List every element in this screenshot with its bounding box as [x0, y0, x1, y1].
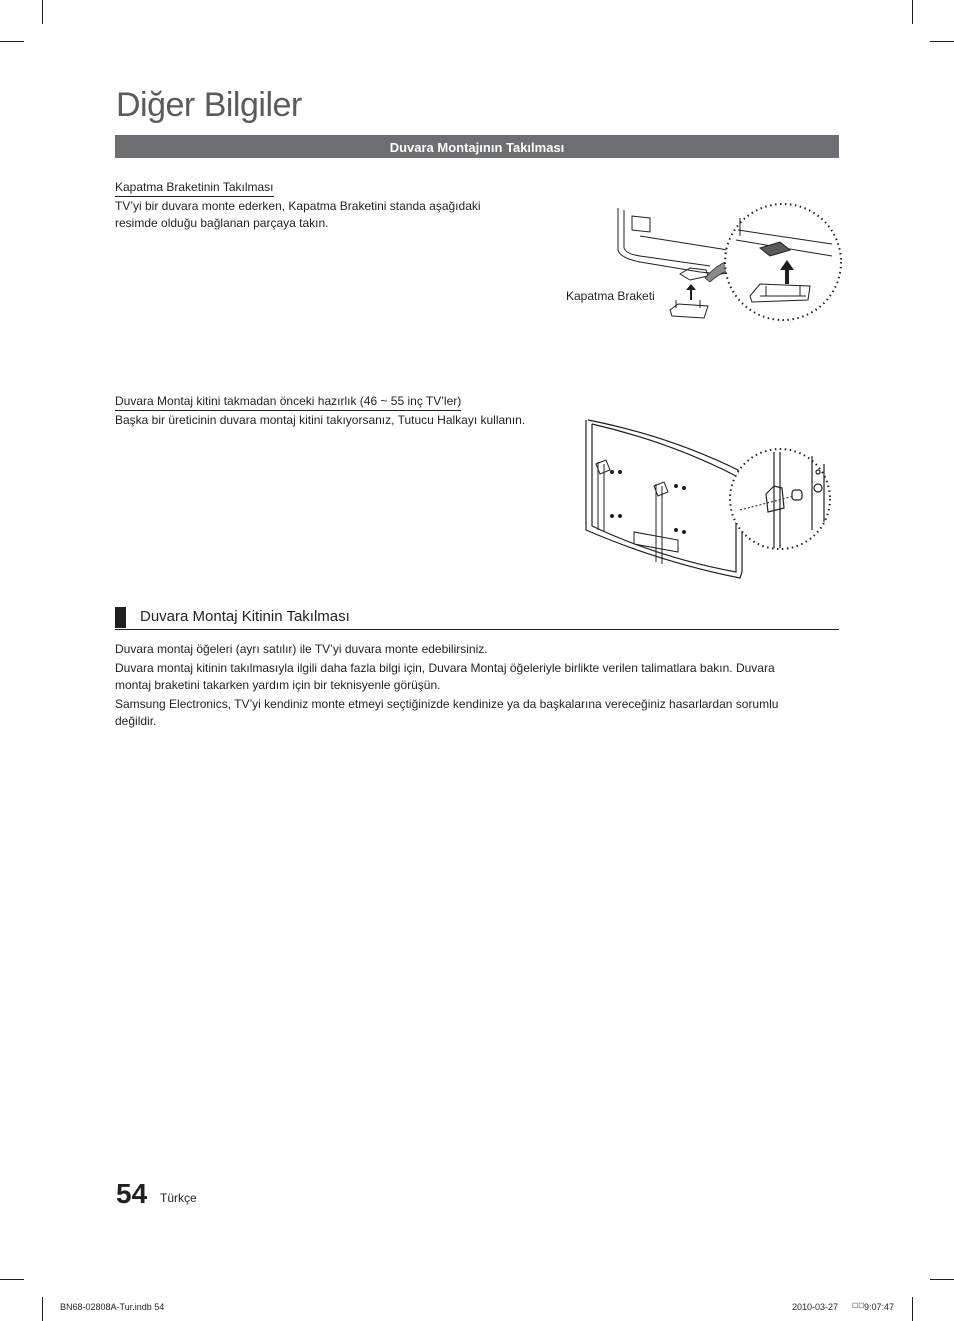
cover-bracket-illustration	[610, 200, 842, 330]
wall-mount-kit-heading	[115, 607, 839, 630]
cover-bracket-text	[115, 198, 481, 232]
paragraph-line: Duvara montaj kitinin takılmasıyla ilgili daha fazla bilgi için, Duvara Montaj öğeleriyle birlikte verilen talimatlara bakın. Duvara	[115, 661, 775, 675]
file-info: BN68-02808A-Tur.indb 54	[60, 1302, 165, 1312]
print-time: 9:07:47	[864, 1302, 895, 1312]
cover-bracket-text-line: TV’yi bir duvara monte ederken, Kapatma Braketini standa aşağıdaki	[115, 199, 481, 213]
crop-mark	[912, 1297, 913, 1321]
paragraph: Duvara montaj öğeleri (ayrı satılır) ile TV’yi duvara monte edebilirsiniz.	[115, 642, 488, 656]
crop-mark	[912, 0, 913, 24]
time-marker: ☐☐	[852, 1303, 865, 1310]
crop-mark	[0, 41, 24, 42]
language-label: Türkçe	[160, 1191, 197, 1205]
preparation-section	[115, 392, 461, 410]
crop-mark	[42, 1297, 43, 1321]
section-title-bar: Duvara Montajının Takılması	[115, 135, 839, 158]
holder-ring-illustration	[580, 412, 842, 580]
page-title: Diğer Bilgiler	[116, 86, 302, 124]
paragraph-line: montaj braketini takarken yardım için bir teknisyenle görüşün.	[115, 678, 441, 692]
paragraph-line: değildir.	[115, 714, 157, 728]
page-number: 54	[116, 1178, 148, 1209]
preparation-heading: Duvara Montaj kitini takmadan önceki hazırlık (46 ~ 55 inç TV’ler)	[115, 394, 461, 411]
preparation-text: Başka bir üreticinin duvara montaj kitini takıyorsanız, Tutucu Halkayı kullanın.	[115, 413, 526, 427]
cover-bracket-label: Kapatma Braketi	[566, 289, 655, 303]
wall-mount-kit-body	[115, 641, 839, 730]
cover-bracket-heading: Kapatma Braketinin Takılması	[115, 180, 274, 197]
crop-mark	[930, 1279, 954, 1280]
paragraph-line: Samsung Electronics, TV’yi kendiniz monte etmeyi seçtiğinizde kendinize ya da başkalarına vereceğiniz hasarlardan sorumlu	[115, 697, 779, 711]
crop-mark	[42, 0, 43, 24]
heading-marker	[115, 607, 126, 628]
crop-mark	[930, 41, 954, 42]
cover-bracket-section	[115, 178, 274, 196]
print-date: 2010-03-27	[792, 1302, 839, 1312]
crop-mark	[0, 1279, 24, 1280]
wall-mount-kit-title: Duvara Montaj Kitinin Takılması	[140, 608, 350, 625]
cover-bracket-text-line: resimde olduğu bağlanan parçaya takın.	[115, 216, 329, 230]
